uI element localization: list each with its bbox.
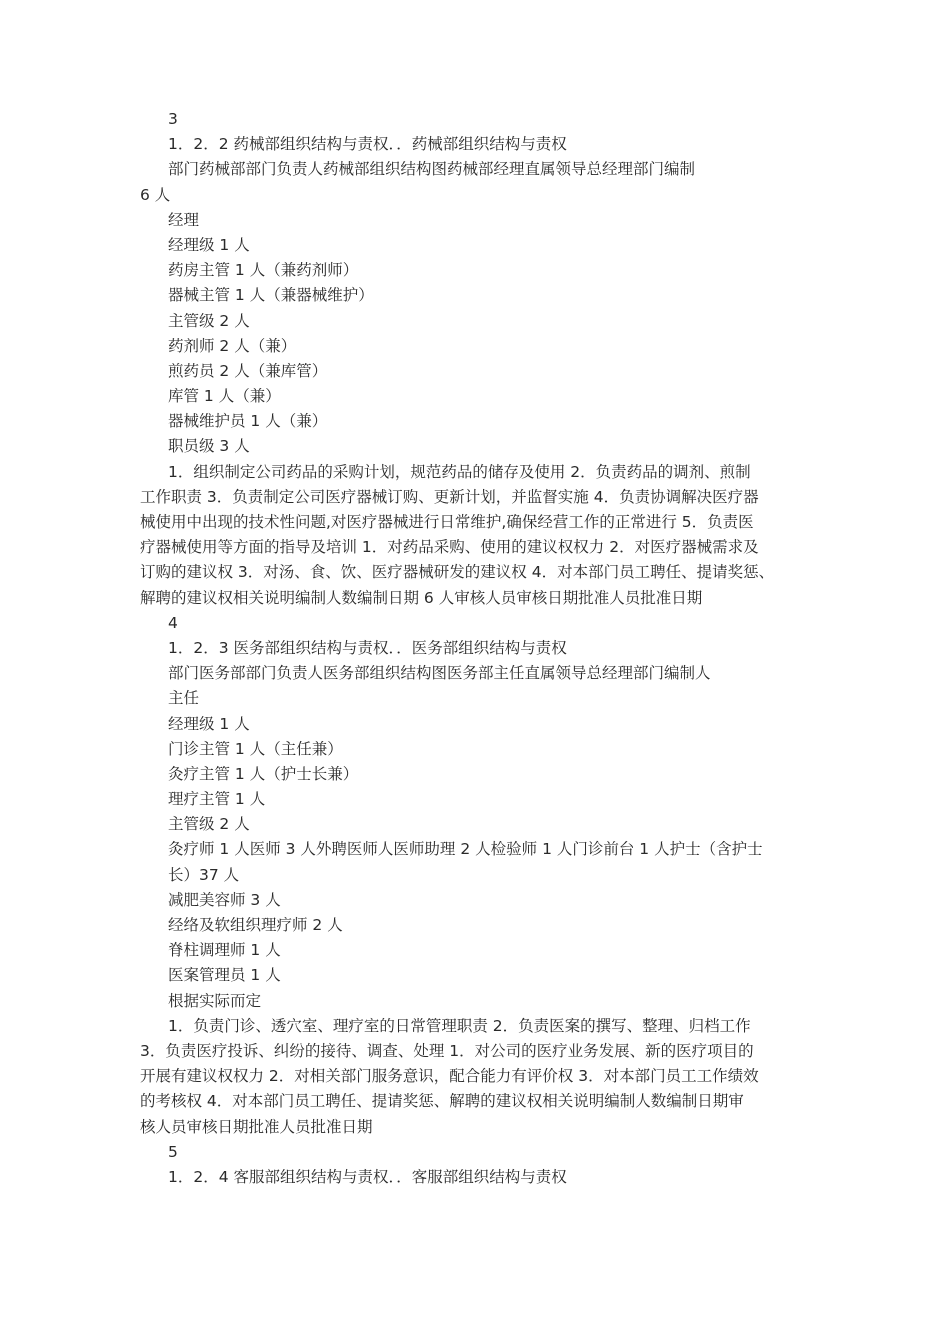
text-line: 订购的建议权 3．对汤、食、饮、医疗器械研发的建议权 4．对本部门员工聘任、提请奖惩、 xyxy=(140,563,775,582)
text-line: 工作职责 3．负责制定公司医疗器械订购、更新计划，并监督实施 4．负责协调解决医疗器 xyxy=(140,487,759,506)
document-page xyxy=(0,107,950,1190)
text-line: 3．负责医疗投诉、纠纷的接待、调查、处理 1．对公司的医疗业务发展、新的医疗项目的 xyxy=(140,1041,754,1060)
text-line: 部门医务部部门负责人医务部组织结构图医务部主任直属领导总经理部门编制人 xyxy=(168,664,711,683)
text-line: 1．2．2 药械部组织结构与责权．．药械部组织结构与责权 xyxy=(168,135,567,154)
text-line: 主管级 2 人 xyxy=(168,311,250,330)
text-line: 长）37 人 xyxy=(168,865,240,884)
text-line: 医案管理员 1 人 xyxy=(168,966,281,985)
text-line: 理疗主管 1 人 xyxy=(168,790,266,809)
text-line: 开展有建议权权力 2．对相关部门服务意识，配合能力有评价权 3．对本部门员工工作绩效 xyxy=(140,1067,759,1086)
text-line: 6 人 xyxy=(140,185,171,204)
text-line: 脊柱调理师 1 人 xyxy=(168,941,281,960)
text-line: 药房主管 1 人（兼药剂师） xyxy=(168,261,359,280)
text-line: 经理级 1 人 xyxy=(168,235,250,254)
text-line: 部门药械部部门负责人药械部组织结构图药械部经理直属领导总经理部门编制 xyxy=(168,160,696,179)
text-line: 械使用中出现的技术性问题,对医疗器械进行日常维护,确保经营工作的正常进行 5．负责医 xyxy=(140,513,754,531)
text-line: 经络及软组织理疗师 2 人 xyxy=(168,916,343,934)
text-line: 5 xyxy=(168,1142,178,1161)
text-line: 的考核权 4．对本部门员工聘任、提请奖惩、解聘的建议权相关说明编制人数编制日期审 xyxy=(140,1092,744,1111)
text-line: 3 xyxy=(168,110,178,128)
text-line: 核人员审核日期批准人员批准日期 xyxy=(140,1117,373,1136)
text-line: 药剂师 2 人（兼） xyxy=(168,336,297,355)
text-line: 主管级 2 人 xyxy=(168,815,250,834)
text-line: 职员级 3 人 xyxy=(168,437,250,456)
text-line: 器械主管 1 人（兼器械维护） xyxy=(168,286,374,305)
text-line: 解聘的建议权相关说明编制人数编制日期 6 人审核人员审核日期批准人员批准日期 xyxy=(140,588,703,607)
text-line: 1．2．4 客服部组织结构与责权．．客服部组织结构与责权 xyxy=(168,1167,567,1186)
text-line: 疗器械使用等方面的指导及培训 1．对药品采购、使用的建议权权力 2．对医疗器械需求及 xyxy=(140,538,759,557)
text-line: 减肥美容师 3 人 xyxy=(168,890,281,909)
text-line: 器械维护员 1 人（兼） xyxy=(168,412,328,431)
text-line: 灸疗师 1 人医师 3 人外聘医师人医师助理 2 人检验师 1 人门诊前台 1 人护士（含护士 xyxy=(168,840,763,859)
text-line: 经理 xyxy=(168,210,200,229)
text-line: 库管 1 人（兼） xyxy=(168,387,281,406)
text-line: 门诊主管 1 人（主任兼） xyxy=(168,739,343,758)
text-line: 1．负责门诊、透穴室、理疗室的日常管理职责 2．负责医案的撰写、整理、归档工作 xyxy=(168,1016,751,1035)
text-line: 1．2．3 医务部组织结构与责权．．医务部组织结构与责权 xyxy=(168,638,567,657)
text-line: 1．组织制定公司药品的采购计划，规范药品的储存及使用 2．负责药品的调剂、煎制 xyxy=(168,462,751,481)
text-line: 4 xyxy=(168,613,178,632)
text-line: 主任 xyxy=(168,689,200,708)
text-line: 经理级 1 人 xyxy=(168,714,250,733)
text-line: 灸疗主管 1 人（护士长兼） xyxy=(168,764,359,783)
text-line: 根据实际而定 xyxy=(168,991,262,1010)
text-line: 煎药员 2 人（兼库管） xyxy=(168,361,328,380)
